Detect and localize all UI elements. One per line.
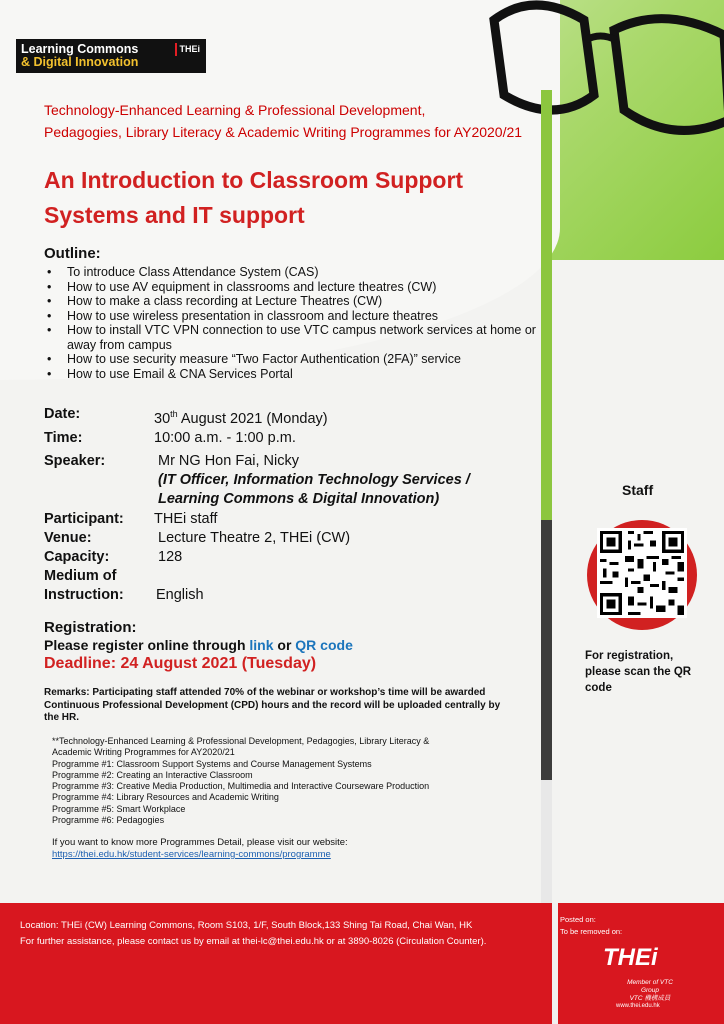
posted-on-label: Posted on: — [560, 915, 596, 924]
outline-item: • How to install VTC VPN connection to use VTC campus network services at home or away from campus — [45, 323, 540, 352]
capacity-label: Capacity: — [44, 548, 110, 565]
time-value: 10:00 a.m. - 1:00 p.m. — [154, 429, 296, 446]
logo-line2: & Digital Innovation — [21, 55, 139, 69]
programme-heading-line1: Technology-Enhanced Learning & Professional Development, — [44, 102, 426, 118]
outline-item: • How to use Email & CNA Services Portal — [45, 367, 540, 382]
title-line1: An Introduction to Classroom Support — [44, 167, 464, 193]
website-info — [52, 837, 348, 861]
programme-line: Programme #3: Creative Media Production, Multimedia and Interactive Courseware Production — [52, 781, 430, 792]
outline-list — [45, 265, 540, 381]
venue-label: Venue: — [44, 529, 92, 546]
speaker-role-2: Learning Commons & Digital Innovation) — [158, 490, 440, 507]
page-title — [44, 163, 544, 233]
footer-location — [20, 918, 486, 950]
programme-line: Academic Writing Programmes for AY2020/21 — [52, 747, 235, 758]
participant-value: THEi staff — [154, 510, 218, 527]
location-text: Location: THEi (CW) Learning Commons, Room S103, 1/F, South Block,133 Shing Tai Road, Chai Wan, HK — [20, 920, 473, 931]
learning-commons-logo — [16, 39, 206, 73]
posting-dates — [560, 914, 622, 938]
date-value: 30th August 2021 (Monday) — [154, 409, 328, 427]
speaker-value — [154, 452, 534, 509]
medium-label-2: Instruction: — [44, 586, 124, 603]
speaker-role-1: (IT Officer, Information Technology Services / — [158, 471, 470, 488]
audience-label: Staff — [622, 482, 654, 498]
outline-item: • How to use AV equipment in classrooms and lecture theatres (CW) — [45, 280, 540, 295]
time-label: Time: — [44, 429, 83, 446]
date-label: Date: — [44, 406, 81, 422]
removed-on-label: To be removed on: — [560, 927, 623, 936]
programme-line: Programme #4: Library Resources and Academic Writing — [52, 792, 279, 803]
outline-item: • To introduce Class Attendance System (CAS) — [45, 265, 540, 280]
title-line2: Systems and IT support — [44, 202, 305, 228]
venue-value: Lecture Theatre 2, THEi (CW) — [158, 529, 351, 546]
registration-link[interactable]: link — [249, 637, 274, 653]
outline-item: • How to make a class recording at Lecture Theatres (CW) — [45, 294, 540, 309]
speaker-name: Mr NG Hon Fai, Nicky — [158, 452, 299, 469]
medium-value: English — [156, 586, 204, 603]
programme-list — [52, 736, 522, 826]
footer-divider — [552, 903, 558, 1024]
website-link[interactable]: https://thei.edu.hk/student-services/learning-commons/programme — [52, 849, 331, 860]
outline-item: • How to use security measure “Two Factor Authentication (2FA)” service — [45, 352, 540, 367]
outline-heading: Outline: — [44, 245, 101, 262]
programme-line: **Technology-Enhanced Learning & Professional Development, Pedagogies, Library Literacy & — [52, 736, 430, 746]
capacity-value: 128 — [158, 548, 183, 565]
assist-text: For further assistance, please contact us by email at thei-lc@thei.edu.hk or at 3890-8026 (Circulation Counter). — [20, 936, 487, 947]
programme-line: Programme #1: Classroom Support Systems and Course Management Systems — [52, 758, 372, 769]
participant-label: Participant: — [44, 510, 124, 527]
remarks: Remarks: Participating staff attended 70% of the webinar or workshop’s time will be awarded Continuous Professional Development (CPD) hours and the record will be uploaded centrally by the HR. — [44, 687, 501, 723]
website-text: If you want to know more Programmes Detail, please visit our website: — [52, 837, 348, 848]
decor-stripe-dark — [541, 520, 552, 780]
member-of-vtc: Member of VTC Group VTC 機構成員 — [627, 979, 673, 1002]
medium-label-1: Medium of — [44, 567, 117, 584]
thei-logo: THEi — [603, 944, 658, 971]
deadline: Deadline: 24 August 2021 (Tuesday) — [44, 655, 317, 672]
decor-stripe-green — [541, 90, 552, 520]
qr-code-icon[interactable] — [597, 528, 687, 618]
qr-code-link[interactable]: QR code — [295, 637, 353, 653]
logo-brand: THEi — [175, 43, 200, 56]
outline-item: • How to use wireless presentation in classroom and lecture theatres — [45, 309, 540, 324]
decor-stripe-white — [541, 780, 552, 904]
programme-heading-line2: Pedagogies, Library Literacy & Academic Writing Programmes for AY2020/21 — [44, 124, 523, 140]
registration-line: Please register online through link or QR code — [44, 637, 353, 653]
thei-website: www.thei.edu.hk — [616, 1003, 660, 1009]
programme-line: Programme #2: Creating an Interactive Classroom — [52, 769, 253, 780]
scan-instruction: For registration, please scan the QR code — [585, 650, 692, 694]
registration-heading: Registration: — [44, 619, 137, 636]
speaker-label: Speaker: — [44, 452, 106, 469]
programme-line: Programme #6: Pedagogies — [52, 815, 165, 826]
event-info — [44, 405, 534, 605]
programme-heading — [44, 99, 544, 143]
programme-line: Programme #5: Smart Workplace — [52, 803, 186, 814]
logo-line1: Learning Commons — [21, 42, 139, 56]
